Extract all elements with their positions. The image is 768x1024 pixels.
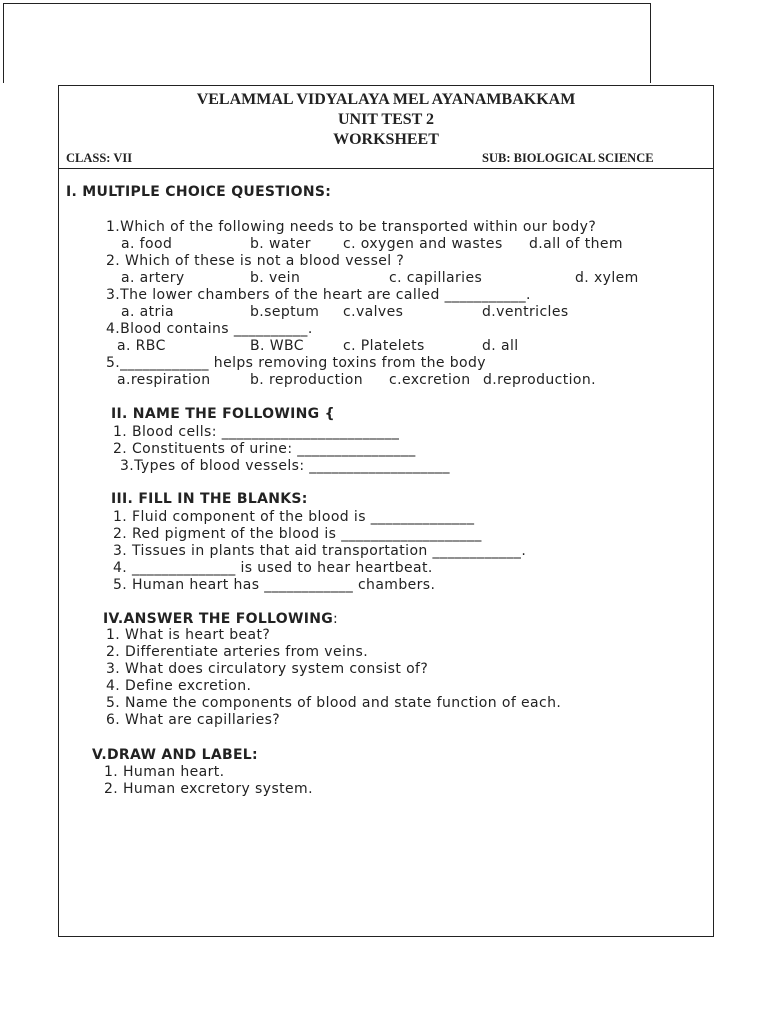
mcq-option: d. xylem (575, 270, 639, 286)
list-item: 3.Types of blood vessels: ___________________ (120, 458, 450, 474)
mcq-option: b. water (250, 236, 311, 252)
mcq-option: c.valves (343, 304, 404, 320)
mcq-option: a. food (121, 236, 173, 252)
header-border (3, 3, 651, 83)
list-item: 1. What is heart beat? (106, 627, 271, 643)
mcq-question-5: 5.____________ helps removing toxins from the body (106, 355, 486, 371)
mcq-option: a.respiration (117, 372, 211, 388)
section-answer-heading (103, 611, 338, 627)
mcq-question-3: 3.The lower chambers of the heart are called ___________. (106, 287, 531, 303)
list-item: 6. What are capillaries? (106, 712, 281, 728)
mcq-option: a. RBC (117, 338, 166, 354)
subject-label: SUB: BIOLOGICAL SCIENCE (482, 151, 654, 165)
mcq-question-2: 2. Which of these is not a blood vessel ? (106, 253, 405, 269)
test-title: UNIT TEST 2 (337, 111, 435, 128)
list-item: 3. Tissues in plants that aid transportation ____________. (113, 543, 527, 559)
mcq-option: d.all of them (529, 236, 623, 252)
mcq-option: B. WBC (250, 338, 304, 354)
list-item: 2. Differentiate arteries from veins. (106, 644, 369, 660)
mcq-question-4: 4.Blood contains __________. (106, 321, 313, 337)
section-fill-title: III. FILL IN THE BLANKS: (111, 491, 308, 507)
mcq-option: d.reproduction. (483, 372, 597, 388)
mcq-question-1: 1.Which of the following needs to be transported within our body? (106, 219, 597, 235)
section-answer-colon: : (333, 611, 339, 627)
list-item: 1. Blood cells: ________________________ (113, 424, 400, 440)
mcq-option: b. vein (250, 270, 301, 286)
mcq-option: c.excretion (389, 372, 471, 388)
class-label: CLASS: VII (66, 151, 133, 165)
mcq-option: c. Platelets (343, 338, 425, 354)
section-name-title: II. NAME THE FOLLOWING { (111, 406, 335, 422)
school-name: VELAMMAL VIDYALAYA MEL AYANAMBAKKAM (196, 91, 576, 108)
list-item: 1. Human heart. (104, 764, 225, 780)
list-item: 2. Human excretory system. (104, 781, 313, 797)
list-item: 2. Constituents of urine: ________________ (113, 441, 416, 457)
mcq-option: b.septum (250, 304, 320, 320)
header-divider (58, 168, 714, 169)
mcq-option: b. reproduction (250, 372, 364, 388)
mcq-option: a. atria (121, 304, 174, 320)
section-answer-title: IV.ANSWER THE FOLLOWING (103, 611, 334, 627)
list-item: 4. ______________ is used to hear heartbeat. (113, 560, 433, 576)
mcq-option: c. capillaries (389, 270, 483, 286)
list-item: 2. Red pigment of the blood is ___________________ (113, 526, 482, 542)
list-item: 4. Define excretion. (106, 678, 252, 694)
section-mcq-title: I. MULTIPLE CHOICE QUESTIONS: (66, 184, 332, 200)
list-item: 1. Fluid component of the blood is ______________ (113, 509, 475, 525)
list-item: 5. Name the components of blood and state function of each. (106, 695, 562, 711)
mcq-option: d.ventricles (482, 304, 569, 320)
worksheet-title: WORKSHEET (333, 131, 439, 148)
mcq-option: d. all (482, 338, 519, 354)
list-item: 3. What does circulatory system consist of? (106, 661, 429, 677)
mcq-option: c. oxygen and wastes (343, 236, 503, 252)
mcq-option: a. artery (121, 270, 185, 286)
section-draw-title: V.DRAW AND LABEL: (92, 747, 258, 763)
list-item: 5. Human heart has ____________ chambers. (113, 577, 436, 593)
